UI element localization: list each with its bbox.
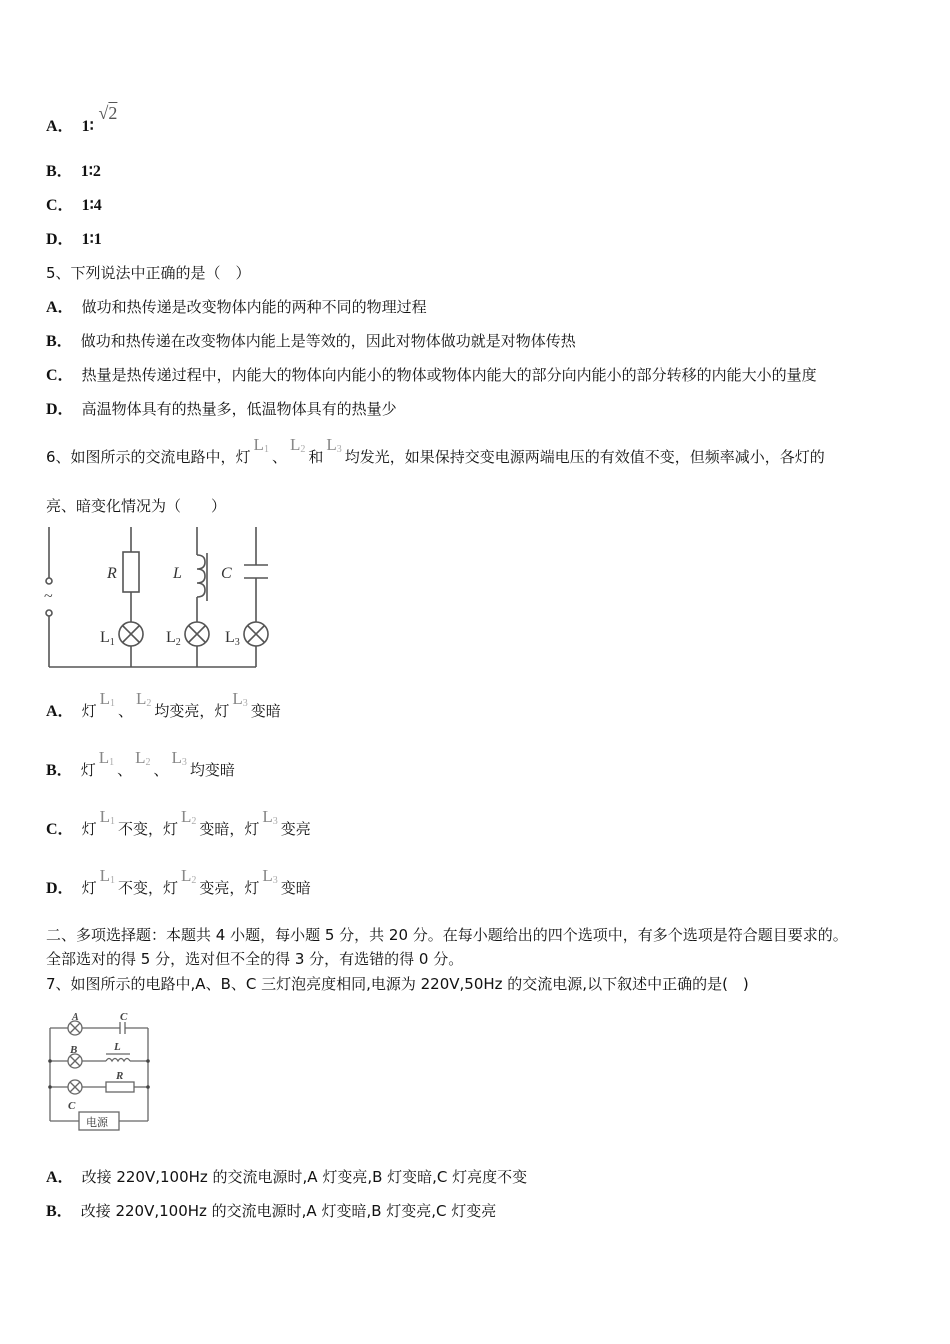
q5-option-d xyxy=(46,399,397,420)
lamp-l2: $L_2$ xyxy=(289,435,306,455)
sqrt-two: √2 xyxy=(98,103,118,123)
lamp-label-l1: L1 xyxy=(100,629,115,648)
capacitor-label: C xyxy=(120,1011,128,1023)
option-label: A． xyxy=(46,703,74,720)
option-label: B． xyxy=(46,762,73,779)
lamp-l1: $L_1$ xyxy=(99,866,115,886)
option-text: 、 xyxy=(117,702,133,720)
q6-option-a xyxy=(46,689,281,726)
option-label: B． xyxy=(46,1203,73,1220)
option-text: 高温物体具有的热量多，低温物体具有的热量少 xyxy=(81,400,397,418)
lamp-l1: $L_1$ xyxy=(98,748,115,768)
stem-text: 和 xyxy=(308,448,324,466)
option-text: 灯 xyxy=(81,879,97,897)
option-text: 做功和热传递在改变物体内能上是等效的，因此对物体做功就是对物体传热 xyxy=(80,332,576,350)
option-label: C． xyxy=(46,821,74,838)
option-text: 变暗 xyxy=(280,879,311,897)
stem-text: 、 xyxy=(271,448,287,466)
q6-stem-line2: 亮、暗变化情况为（ ） xyxy=(46,497,227,515)
q4-option-b xyxy=(46,161,101,182)
inductor-label: L xyxy=(114,1041,121,1053)
q6-option-c xyxy=(46,807,311,844)
option-text: 改接 220V,100Hz 的交流电源时,A 灯变亮,B 灯变暗,C 灯亮度不变 xyxy=(81,1168,528,1186)
lamp-l2: $L_2$ xyxy=(180,807,197,827)
q7-option-b xyxy=(46,1201,496,1222)
lamp-l3: $L_3$ xyxy=(232,689,248,709)
resistor-label: R xyxy=(116,1070,124,1082)
option-text: 不变，灯 xyxy=(117,820,178,838)
lamp-l1: $L_1$ xyxy=(99,689,115,709)
stem-text: 6、如图所示的交流电路中，灯 xyxy=(46,448,251,466)
lamp-l3: $L_3$ xyxy=(262,866,278,886)
option-label: A． xyxy=(46,1169,74,1186)
option-text: 变亮，灯 xyxy=(199,879,260,897)
q5-option-a xyxy=(46,297,427,318)
lamp-l2: $L_2$ xyxy=(135,748,151,768)
q5-option-b xyxy=(46,331,576,352)
q6-circuit-diagram xyxy=(44,525,274,670)
q4-option-a xyxy=(46,103,118,137)
lamp-l3: $L_3$ xyxy=(171,748,187,768)
option-text: 变暗 xyxy=(250,702,281,720)
q7-option-a xyxy=(46,1167,527,1188)
ac-source-symbol: ~ xyxy=(44,588,53,605)
option-text: 1∶4 xyxy=(81,197,102,214)
q5-stem: 5、下列说法中正确的是（ ） xyxy=(46,264,251,282)
q4-option-c xyxy=(46,195,102,216)
capacitor-label: C xyxy=(221,565,232,582)
option-label: C． xyxy=(46,367,74,384)
option-text: 改接 220V,100Hz 的交流电源时,A 灯变暗,B 灯变亮,C 灯变亮 xyxy=(80,1202,497,1220)
radicand: 2 xyxy=(108,103,118,123)
q7-stem: 7、如图所示的电路中,A、B、C 三灯泡亮度相同,电源为 220V,50Hz 的交流电源,以下叙述中正确的是( ) xyxy=(46,975,749,993)
q6-stem xyxy=(46,435,825,472)
option-label: C． xyxy=(46,197,74,214)
q6-option-d xyxy=(46,866,311,903)
power-source-label: 电源 xyxy=(86,1117,108,1129)
section2-instructions-line1: 二、多项选择题：本题共 4 小题，每小题 5 分，共 20 分。在每小题给出的四个选项中，有多个选项是符合题目要求的。 xyxy=(46,926,848,944)
option-label: A． xyxy=(46,299,74,316)
lamp-l2: $L_2$ xyxy=(135,689,152,709)
option-label: D． xyxy=(46,880,74,897)
lamp-label-l2: L2 xyxy=(166,629,181,648)
q6-option-b xyxy=(46,748,235,785)
option-text: 均变暗 xyxy=(189,761,235,779)
option-text: 灯 xyxy=(81,702,97,720)
option-label: A． xyxy=(46,118,74,135)
lamp-l2: $L_2$ xyxy=(180,866,197,886)
lamp-c-label: C xyxy=(68,1100,76,1112)
option-label: B． xyxy=(46,333,73,350)
option-text: 1∶1 xyxy=(81,231,102,248)
option-text: 、 xyxy=(117,761,133,779)
option-text: 灯 xyxy=(81,820,97,838)
lamp-a-label: A xyxy=(72,1012,79,1023)
option-text: 热量是热传递过程中，内能大的物体向内能小的物体或物体内能大的部分向内能小的部分转移的内能大小的量度 xyxy=(81,366,817,384)
option-label: D． xyxy=(46,231,74,248)
option-text: 1∶ xyxy=(81,118,94,135)
q7-circuit-diagram xyxy=(46,1008,156,1133)
option-text: 做功和热传递是改变物体内能的两种不同的物理过程 xyxy=(81,298,427,316)
stem-text: 均发光，如果保持交变电源两端电压的有效值不变，但频率减小，各灯的 xyxy=(344,448,825,466)
q4-option-d xyxy=(46,229,102,250)
lamp-b-label: B xyxy=(70,1044,78,1056)
q5-option-c xyxy=(46,365,817,386)
inductor-label: L xyxy=(173,565,182,582)
lamp-l1: $L_1$ xyxy=(99,807,115,827)
resistor-label: R xyxy=(107,565,117,582)
option-label: B． xyxy=(46,163,73,180)
lamp-l3: $L_3$ xyxy=(326,435,342,455)
lamp-l3: $L_3$ xyxy=(262,807,278,827)
option-text: 、 xyxy=(153,761,169,779)
option-text: 1∶2 xyxy=(80,163,101,180)
option-text: 灯 xyxy=(80,761,96,779)
option-text: 不变，灯 xyxy=(117,879,178,897)
option-label: D． xyxy=(46,401,74,418)
lamp-label-l3: L3 xyxy=(225,629,240,648)
option-text: 变亮 xyxy=(280,820,311,838)
option-text: 均变亮，灯 xyxy=(154,702,230,720)
section2-instructions-line2: 全部选对的得 5 分，选对但不全的得 3 分，有选错的得 0 分。 xyxy=(46,950,464,968)
lamp-l1: $L_1$ xyxy=(253,435,269,455)
option-text: 变暗，灯 xyxy=(199,820,260,838)
